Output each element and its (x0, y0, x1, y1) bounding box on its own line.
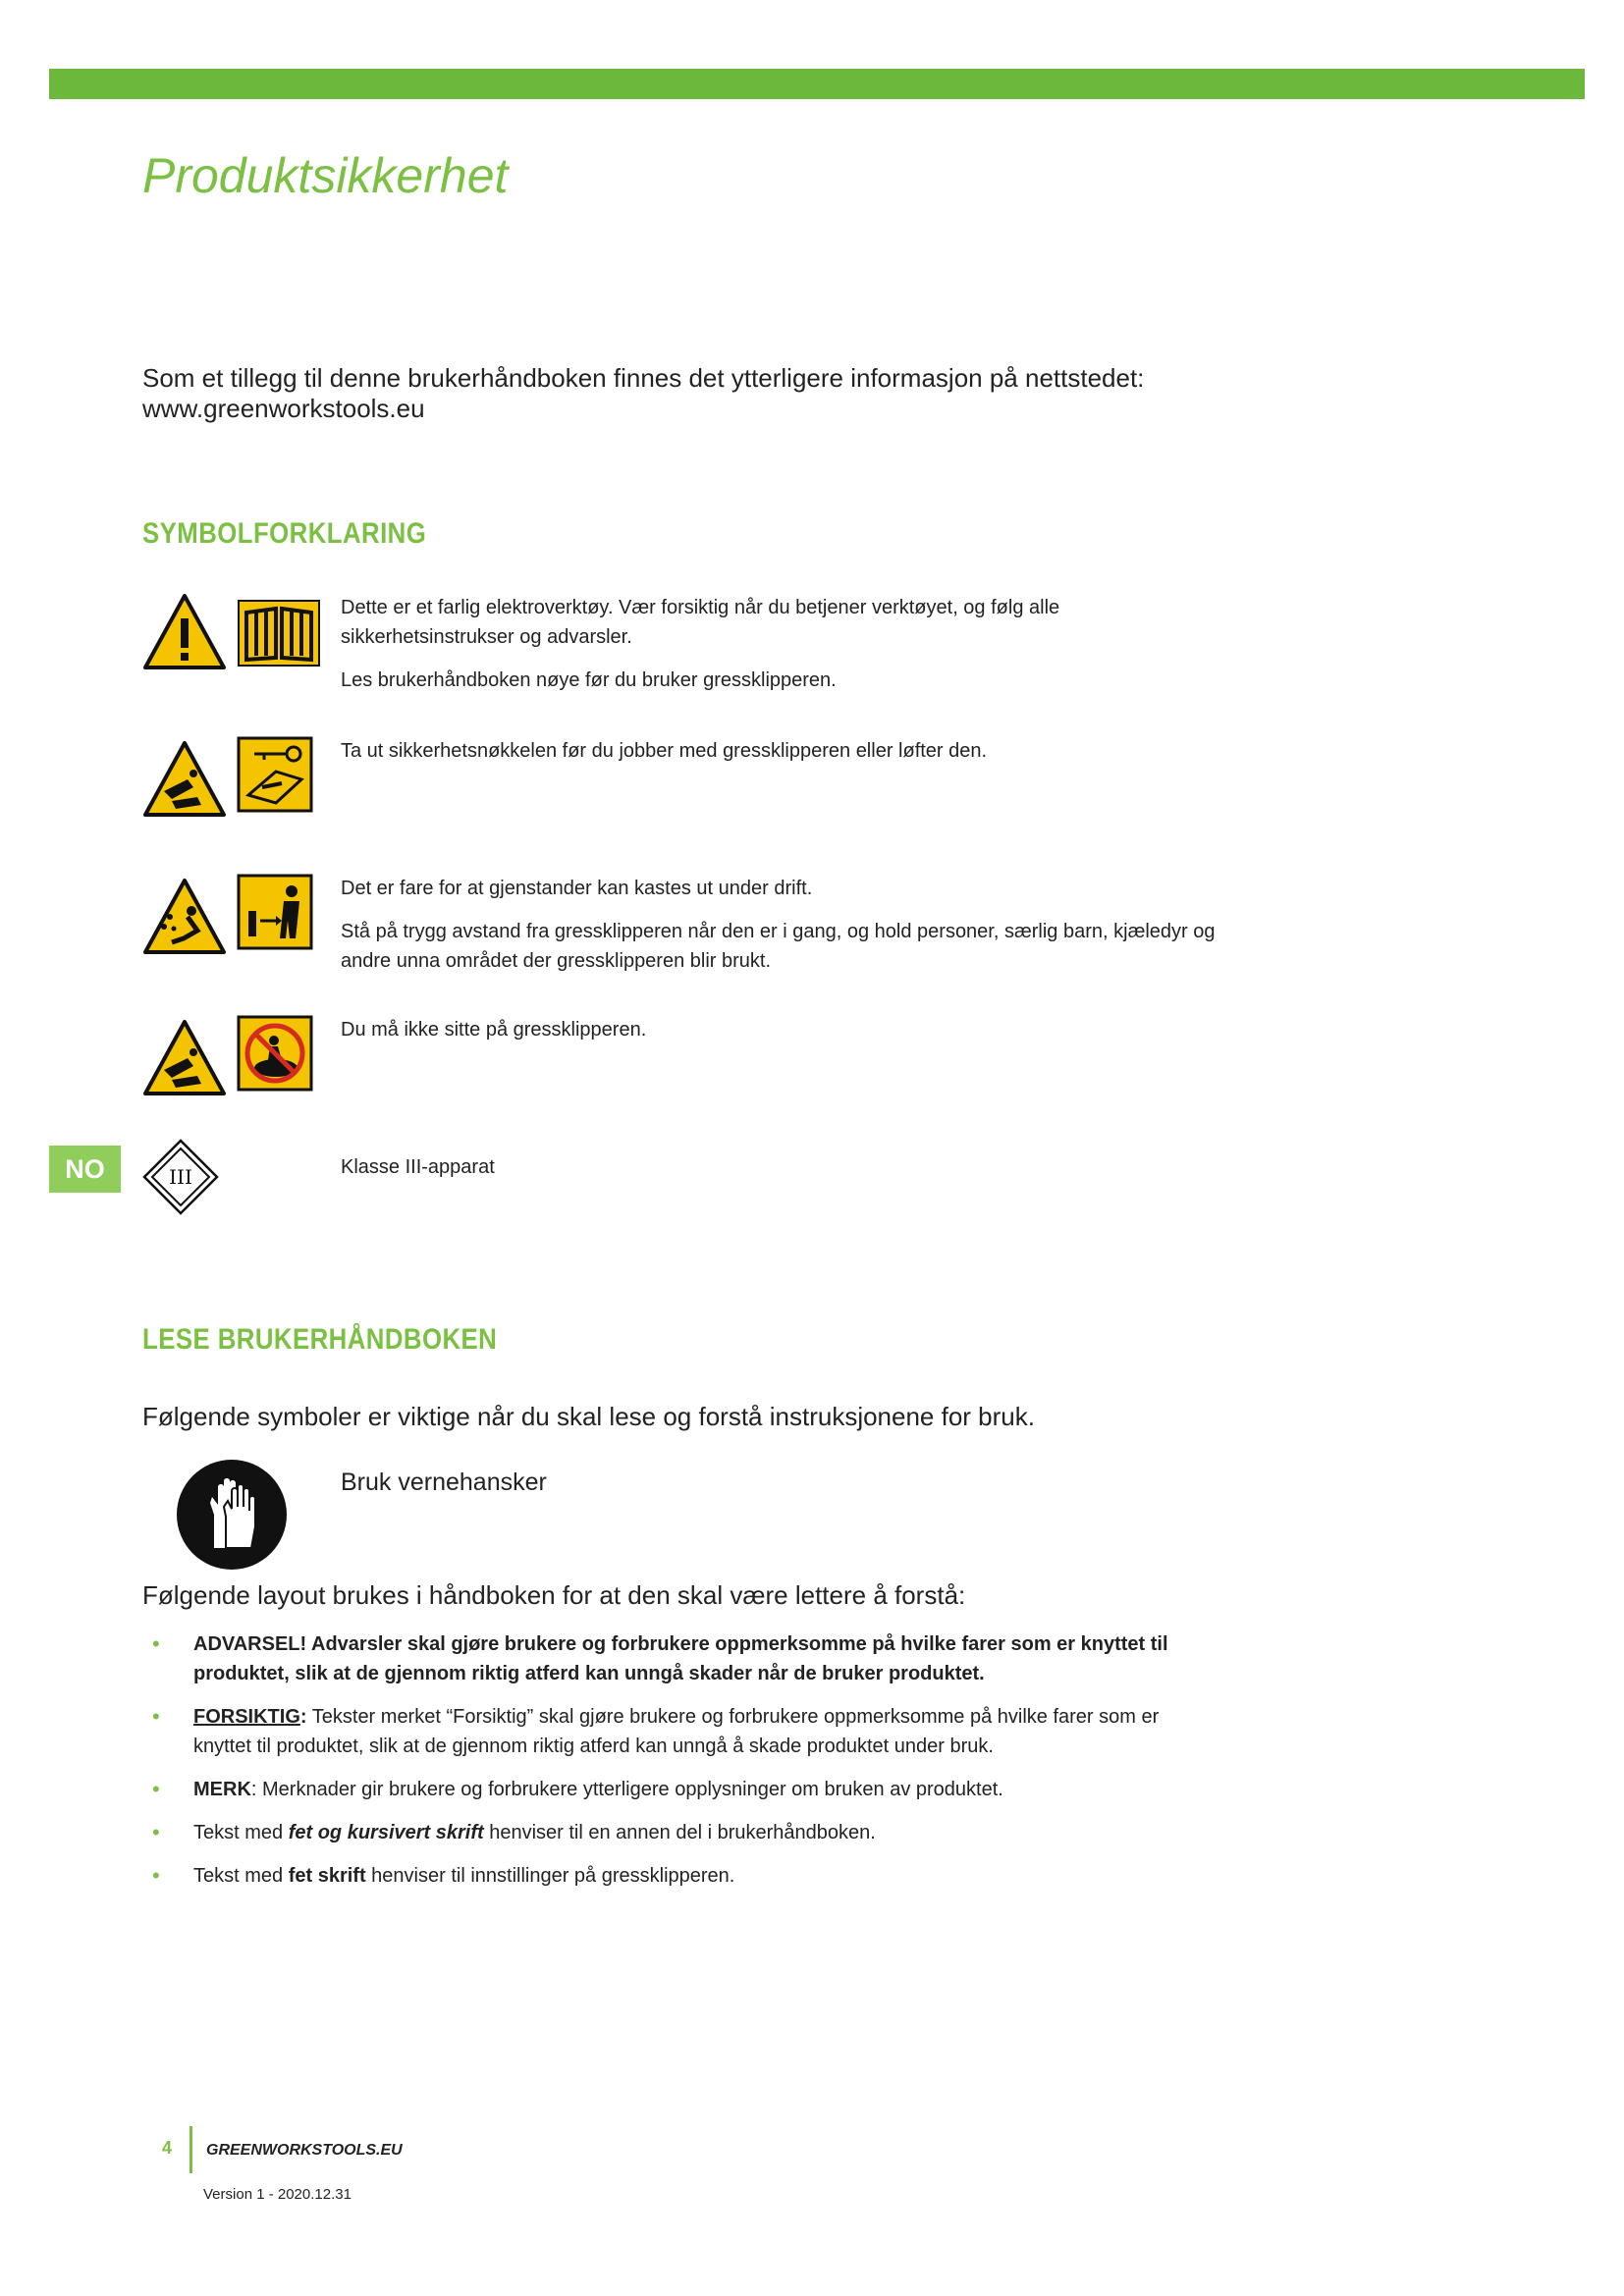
caution-colon: : (299, 1706, 307, 1728)
manual-lead: Følgende symboler er viktige når du skal lese og forstå instruksjonene for bruk. (142, 1402, 1035, 1431)
warning-triangle-icon (142, 593, 227, 671)
note-text: : Merknader gir brukere og forbrukere ytterligere opplysninger om bruken av produktet. (250, 1779, 1003, 1800)
symbol-row-3 (142, 874, 1216, 972)
list-item (142, 1861, 1173, 1891)
symbol-text: Du må ikke sitte på gressklipperen. (341, 1019, 647, 1041)
symbol-text: Det er fare for at gjenstander kan kastes ut under drift. (341, 878, 813, 899)
bullet-dot: • (152, 1863, 160, 1888)
protective-gloves-icon (175, 1458, 289, 1572)
list-item (142, 1775, 1173, 1804)
bullet-dot: • (152, 1631, 160, 1656)
list-text: Tekst med (193, 1865, 289, 1887)
page-number: 4 (162, 2138, 173, 2158)
symbols-heading: SYMBOLFORKLARING (142, 517, 427, 550)
layout-lead: Følgende layout brukes i håndboken for at den skal være lettere å forstå: (142, 1580, 966, 1610)
bullet-dot: • (152, 1704, 160, 1729)
intro-link[interactable]: www.greenworkstools.eu (142, 394, 425, 423)
list-item (142, 1702, 1173, 1761)
symbol-text: Ta ut sikkerhetsnøkkelen før du jobber med gressklipperen eller løfter den. (341, 740, 988, 762)
intro-line-1: Som et tillegg til denne brukerhåndboken finnes det ytterligere informasjon på nettstedet: (142, 363, 1145, 393)
symbol-row-4 (142, 1015, 647, 1097)
no-riding-icon (237, 1015, 313, 1092)
footer-website[interactable]: GREENWORKSTOOLS.EU (206, 2142, 403, 2159)
list-text: Tekst med (193, 1822, 289, 1843)
language-tab: NO (49, 1146, 121, 1193)
gloves-label: Bruk vernehansker (341, 1468, 547, 1496)
symbol-row-5 (142, 1139, 495, 1221)
bold-italic-example: fet og kursivert skrift (288, 1822, 484, 1843)
caution-label: FORSIKTIG (193, 1706, 300, 1728)
footer-version: Version 1 - 2020.12.31 (203, 2186, 352, 2203)
bold-example: fet skrift (288, 1865, 366, 1887)
note-label: MERK (193, 1779, 251, 1800)
layout-list (142, 1629, 1173, 1904)
class-iii-icon (142, 1139, 219, 1215)
list-text: henviser til innstillinger på gressklipperen. (365, 1865, 735, 1887)
class-iii-label: III (169, 1165, 192, 1189)
top-accent-bar (49, 69, 1585, 99)
blade-hazard-icon (142, 1019, 227, 1097)
symbol-text: Dette er et farlig elektroverktøy. Vær forsiktig når du betjener verktøyet, og følg alle sikkerhetsinstrukser og advarsler. (341, 597, 1060, 648)
list-text: henviser til en annen del i brukerhåndboken. (483, 1822, 876, 1843)
list-item (142, 1629, 1173, 1688)
symbol-text: Klasse III-apparat (341, 1156, 495, 1178)
keep-distance-icon (237, 874, 313, 950)
thrown-objects-icon (142, 878, 227, 956)
warning-text: ADVARSEL! Advarsler skal gjøre brukere og forbrukere oppmerksomme på hvilke farer som er knyttet til produktet, slik at de gjennom riktig atferd kan unngå skader når de bruker produktet. (193, 1633, 1168, 1684)
remove-safety-key-icon (237, 736, 313, 813)
read-manual-icon (237, 599, 321, 667)
symbol-row-2 (142, 736, 988, 819)
bullet-dot: • (152, 1777, 160, 1801)
symbol-row-1 (142, 593, 1060, 691)
manual-heading: LESE BRUKERHÅNDBOKEN (142, 1323, 498, 1356)
caution-text: Tekster merket “Forsiktig” skal gjøre brukere og forbrukere oppmerksomme på hvilke farer som er knyttet til produktet, slik at de gjennom riktig atferd kan unngå å skade produktet under bruk. (193, 1706, 1160, 1757)
page-title: Produktsikkerhet (142, 148, 509, 203)
bullet-dot: • (152, 1820, 160, 1844)
symbol-text: Stå på trygg avstand fra gressklipperen når den er i gang, og hold personer, særlig barn, kjæledyr og andre unna området der gressklipperen blir brukt. (341, 921, 1216, 972)
list-item (142, 1818, 1173, 1847)
symbol-text: Les brukerhåndboken nøye før du bruker gressklipperen. (341, 669, 837, 691)
blade-hazard-icon (142, 740, 227, 819)
intro-paragraph (142, 363, 1222, 424)
footer-divider (189, 2126, 192, 2173)
